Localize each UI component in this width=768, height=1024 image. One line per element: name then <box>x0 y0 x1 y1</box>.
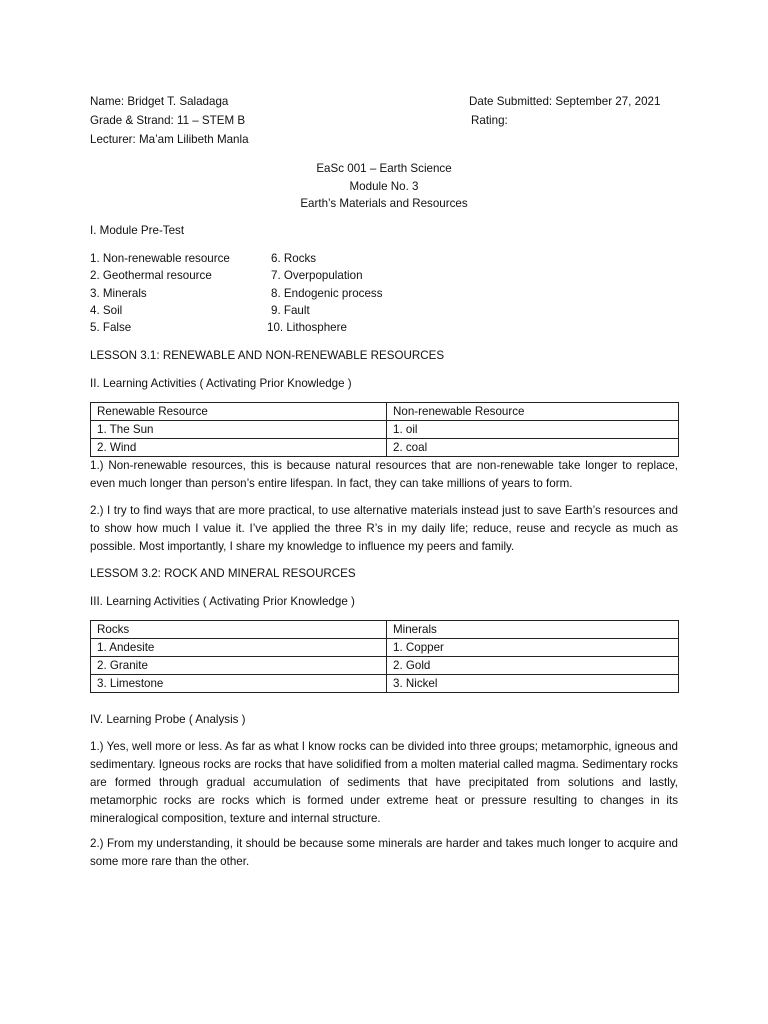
grade-strand: Grade & Strand: 11 – STEM B <box>90 114 246 127</box>
answer-paragraph: 2.) I try to find ways that are more practical, to use alternative materials instead just to save Earth’s resources and to show how much I value it. I’ve applied the three R’s in my daily life; reduce, reuse and recycle as much as possible. Most importantly, I share my knowledge to influence my peers and family. <box>90 504 678 553</box>
pretest-answer: 1. Non-renewable resource <box>90 252 230 265</box>
table-header-cell: Non-renewable Resource <box>387 403 679 421</box>
table-cell: 3. Limestone <box>91 675 387 693</box>
pretest-answer: 5. False <box>90 321 132 334</box>
table-cell: 1. Copper <box>387 639 679 657</box>
rocks-minerals-table <box>90 620 679 693</box>
date-submitted: Date Submitted: September 27, 2021 <box>469 95 661 108</box>
table-cell: 1. Andesite <box>91 639 387 657</box>
pretest-answer: 8. Endogenic process <box>271 287 383 300</box>
student-name: Name: Bridget T. Saladaga <box>90 95 229 108</box>
pretest-answer: 10. Lithosphere <box>267 321 347 334</box>
pretest-answer: 6. Rocks <box>271 252 317 265</box>
pretest-answer: 3. Minerals <box>90 287 147 300</box>
table-cell: 1. The Sun <box>91 421 387 439</box>
pretest-answer: 9. Fault <box>271 304 310 317</box>
pretest-answer: 4. Soil <box>90 304 123 317</box>
rating: Rating: <box>471 114 508 127</box>
pretest-heading: I. Module Pre-Test <box>90 224 185 237</box>
resources-table <box>90 402 679 457</box>
learning-probe-heading: IV. Learning Probe ( Analysis ) <box>90 713 246 726</box>
answer-paragraph: 1.) Yes, well more or less. As far as what I know rocks can be divided into three groups; metamorphic, igneous and sedimentary. Igneous rocks are rocks that have solidified from a molten material called magma. Sedimentary rocks are formed through gradual accumulation of sediments that have precipitated from solutions and lastly, metamorphic rocks are rocks which is formed under extreme heat or pressure resulting to changes in its mineralogical composition, texture and internal structure. <box>90 740 678 825</box>
table-cell: 2. Gold <box>387 657 679 675</box>
answer-paragraph: 2.) From my understanding, it should be because some minerals are harder and takes much longer to acquire and some more rare than the other. <box>90 837 678 868</box>
table-cell: 2. coal <box>387 439 679 457</box>
table-row <box>91 421 679 439</box>
learning-activities-heading: III. Learning Activities ( Activating Prior Knowledge ) <box>90 595 355 608</box>
table-header-cell: Minerals <box>387 621 679 639</box>
module-number: Module No. 3 <box>349 180 419 193</box>
module-topic: Earth’s Materials and Resources <box>300 197 468 210</box>
pretest-answer: 7. Overpopulation <box>271 269 363 282</box>
table-header-row <box>91 621 679 639</box>
table-cell: 2. Granite <box>91 657 387 675</box>
table-header-cell: Rocks <box>91 621 387 639</box>
table-row <box>91 439 679 457</box>
lecturer: Lecturer: Ma’am Lilibeth Manla <box>90 133 249 146</box>
table-cell: 3. Nickel <box>387 675 679 693</box>
table-cell: 2. Wind <box>91 439 387 457</box>
table-cell: 1. oil <box>387 421 679 439</box>
table-row <box>91 675 679 693</box>
learning-activities-heading: II. Learning Activities ( Activating Prior Knowledge ) <box>90 377 352 390</box>
lesson-3-2-heading: LESSOM 3.2: ROCK AND MINERAL RESOURCES <box>90 567 356 580</box>
course-title: EaSc 001 – Earth Science <box>316 162 452 175</box>
table-header-cell: Renewable Resource <box>91 403 387 421</box>
answer-paragraph: 1.) Non-renewable resources, this is because natural resources that are non-renewable take longer to replace, even much longer than person’s entire lifespan. In fact, they can take millions of years to form. <box>90 459 678 490</box>
table-row <box>91 639 679 657</box>
table-row <box>91 657 679 675</box>
pretest-answer: 2. Geothermal resource <box>90 269 212 282</box>
lesson-3-1-heading: LESSON 3.1: RENEWABLE AND NON-RENEWABLE RESOURCES <box>90 349 445 362</box>
table-header-row <box>91 403 679 421</box>
